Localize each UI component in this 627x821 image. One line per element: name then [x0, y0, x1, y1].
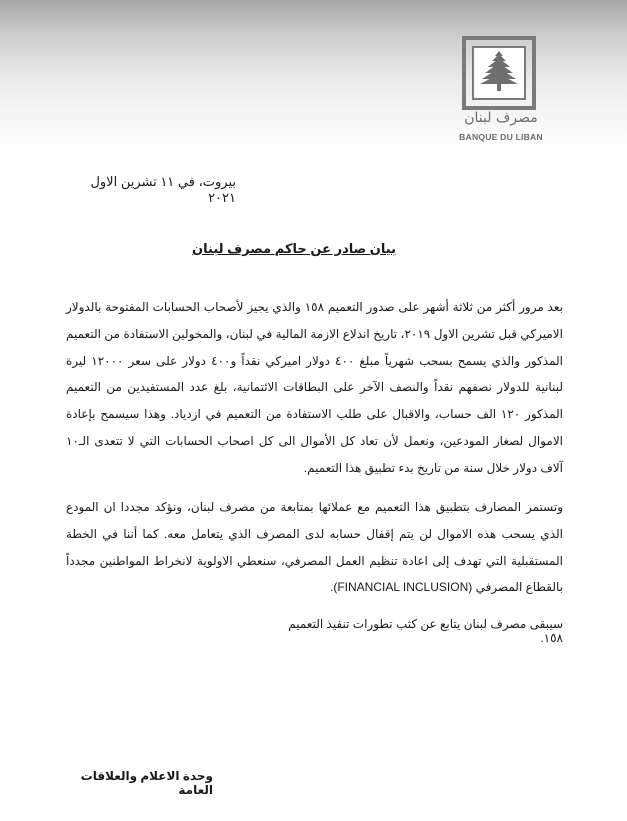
paragraph-1: بعد مرور أكثر من ثلاثة أشهر على صدور التعميم ١٥٨ والذي يجيز لأصحاب الحسابات المفتوحة بالدولار الاميركي قبل تشرين الاول ٢٠١٩، تاريخ اندلاع الازمة المالية في لبنان، والمخولين الاستفادة من التعميم المذكور والذي يسمح بسحب شهرياً مبلغ ٤٠٠ دولار اميركي نقداً و٤٠٠ دولار على سعر ١٢٠٠٠ ليرة لبنانية للدولار نصفهم نقداً والنصف الآخر على البطاقات الائتمانية، بلغ عدد المستفيدين من التعميم المذكور ١٢٠ الف حساب، والاقبال على طلب الاستفادة من التعميم في ازدياد. وهذا سيسمح بإعادة الاموال لصغار المودعين، ونعمل لأن تعاد كل الأموال الى كل اصحاب الحسابات التي لا تتعدى الـ١٠ آلاف دولار خلال سنة من تاريخ بدء تطبيق هذا التعميم.	[66, 300, 564, 475]
cedar-tree-icon	[462, 36, 536, 110]
paragraph-2: وتستمر المصارف بتطبيق هذا التعميم مع عملائها بمتابعة من مصرف لبنان، ونؤكد مجددا ان المودع الذي يسحب هذه الاموال لن يتم إقفال حسابه لدى المصرف الذي يتعامل معه. كما أننا في الخطة المستقبلية التي تهدف إلى اعادة تنظيم العمل المصرفي، سنعطي الاولوية لانخراط المواطنين مجدداً بالقطاع المصرفي (FINANCIAL INCLUSION).	[66, 500, 563, 595]
paragraph-3: سيبقى مصرف لبنان يتابع عن كثب تطورات تنفيذ التعميم ١٥٨.	[288, 617, 563, 645]
bank-logo	[437, 28, 567, 158]
signature-unit: وحدة الاعلام والعلاقات العامة	[80, 769, 213, 797]
logo-arabic-text: مصرف لبنان	[464, 110, 538, 126]
logo-latin-text: BANQUE DU LIBAN	[459, 132, 543, 142]
statement-title: بيان صادر عن حاكم مصرف لبنان	[192, 241, 396, 256]
date-line: بيروت، في ١١ تشرين الاول ٢٠٢١	[90, 174, 236, 205]
